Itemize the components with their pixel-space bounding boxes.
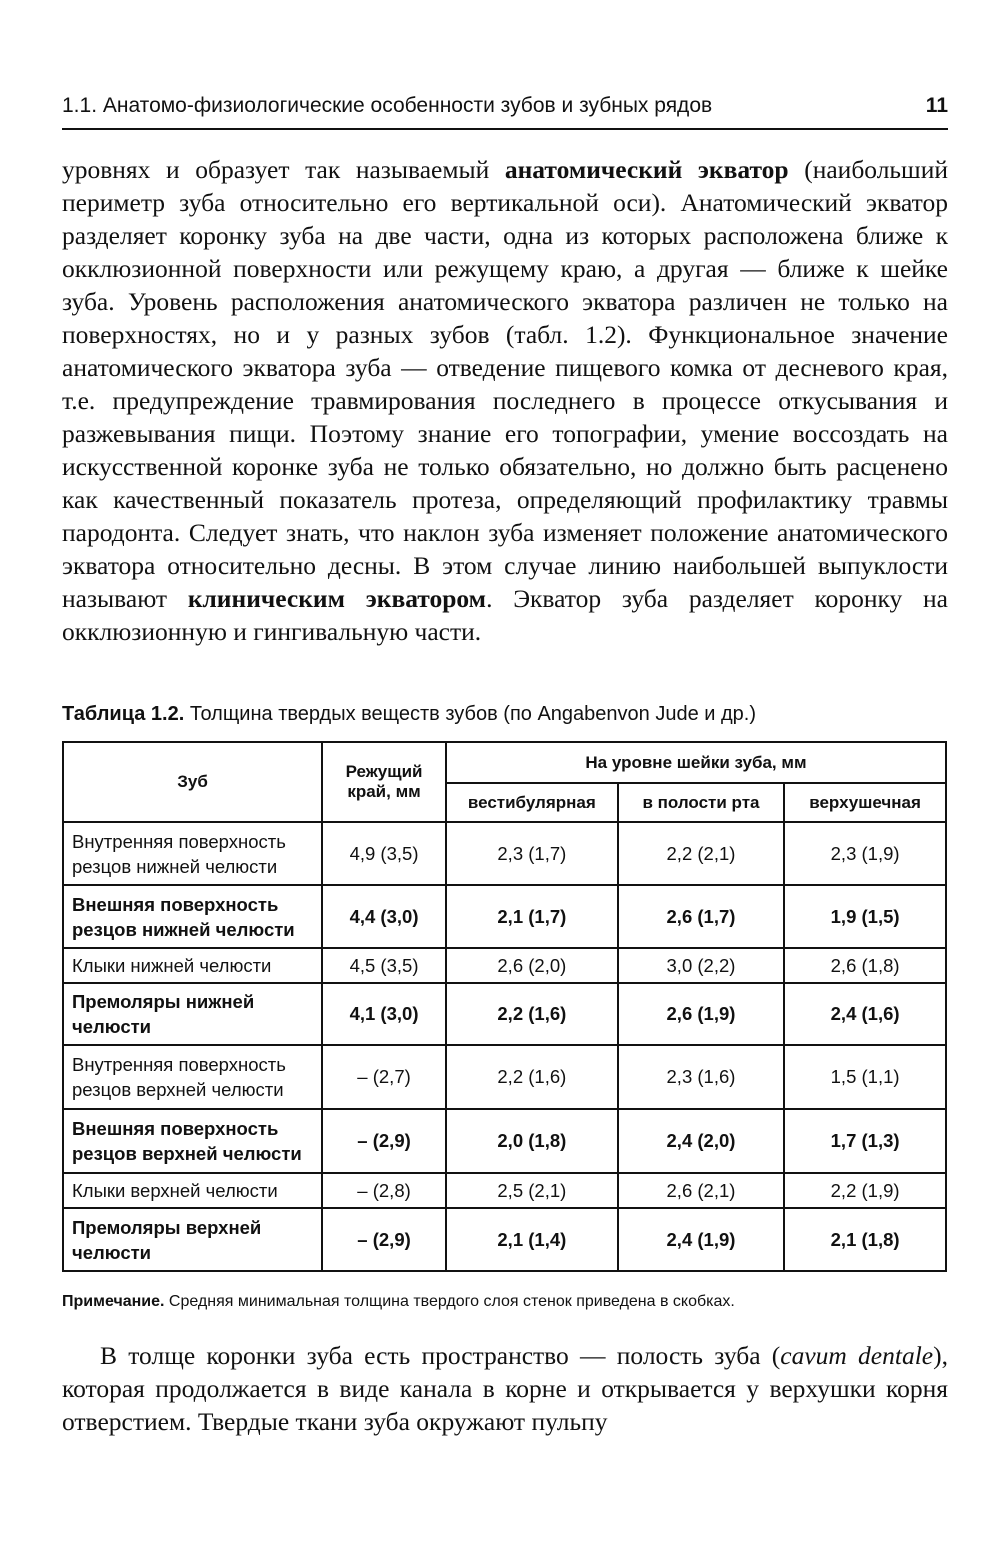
- row-name: Внутренняя поверхность резцов нижней челюсти: [63, 822, 322, 885]
- cell-edge: – (2,7): [322, 1045, 446, 1109]
- header-apical: верхушечная: [784, 783, 946, 822]
- cell-vestibular: 2,1 (1,4): [446, 1208, 618, 1271]
- body-paragraph-2: [62, 1339, 948, 1438]
- term-cavum-dentale: cavum dentale: [780, 1341, 934, 1370]
- table-row: [63, 885, 946, 948]
- cell-vestibular: 2,2 (1,6): [446, 983, 618, 1045]
- header-neck-level: На уровне шейки зуба, мм: [446, 742, 946, 783]
- para2-text-2: ), которая продолжается в виде канала в корне и открывается у верхушки корня отверстием. Твердые ткани зуба окружают пульпу: [62, 1341, 948, 1436]
- cell-cavity: 2,6 (1,7): [618, 885, 784, 948]
- cell-cavity: 3,0 (2,2): [618, 948, 784, 983]
- table-row: [63, 948, 946, 983]
- cell-apical: 1,9 (1,5): [784, 885, 946, 948]
- running-header: [62, 90, 948, 130]
- table-row: [63, 1109, 946, 1173]
- cell-vestibular: 2,3 (1,7): [446, 822, 618, 885]
- table-row: [63, 1045, 946, 1109]
- row-name: Внешняя поверхность резцов нижней челюсти: [63, 885, 322, 948]
- cell-apical: 1,7 (1,3): [784, 1109, 946, 1173]
- cell-edge: – (2,9): [322, 1208, 446, 1271]
- cell-vestibular: 2,6 (2,0): [446, 948, 618, 983]
- cell-cavity: 2,2 (2,1): [618, 822, 784, 885]
- header-cavity: в полости рта: [618, 783, 784, 822]
- cell-edge: 4,5 (3,5): [322, 948, 446, 983]
- cell-vestibular: 2,0 (1,8): [446, 1109, 618, 1173]
- cell-apical: 2,3 (1,9): [784, 822, 946, 885]
- table-caption-label: Таблица 1.2.: [62, 703, 185, 725]
- cell-edge: 4,4 (3,0): [322, 885, 446, 948]
- cell-edge: 4,9 (3,5): [322, 822, 446, 885]
- header-vestibular: вестибулярная: [446, 783, 618, 822]
- running-title: 1.1. Анатомо-физиологические особенности зубов и зубных рядов: [62, 94, 713, 117]
- row-name: Внутренняя поверхность резцов верхней челюсти: [63, 1045, 322, 1109]
- table-row: [63, 822, 946, 885]
- table-caption-text: Толщина твердых веществ зубов (по Angabenvon Jude и др.): [184, 703, 757, 725]
- header-cutting-edge: Режущий край, мм: [322, 742, 446, 822]
- cell-vestibular: 2,2 (1,6): [446, 1045, 618, 1109]
- term-anatomical-equator: анатомический экватор: [504, 155, 789, 184]
- para2-text-1: В толще коронки зуба есть пространство — полость зуба (: [100, 1341, 781, 1370]
- row-name: Клыки верхней челюсти: [63, 1173, 322, 1208]
- cell-edge: – (2,9): [322, 1109, 446, 1173]
- cell-apical: 1,5 (1,1): [784, 1045, 946, 1109]
- row-name: Клыки нижней челюсти: [63, 948, 322, 983]
- table-row: [63, 1208, 946, 1271]
- cell-cavity: 2,4 (1,9): [618, 1208, 784, 1271]
- row-name: Премоляры нижней челюсти: [63, 983, 322, 1045]
- cell-vestibular: 2,5 (2,1): [446, 1173, 618, 1208]
- cell-cavity: 2,4 (2,0): [618, 1109, 784, 1173]
- row-name: Премоляры верхней челюсти: [63, 1208, 322, 1271]
- cell-cavity: 2,6 (1,9): [618, 983, 784, 1045]
- note-text: Средняя минимальная толщина твердого слоя стенок приведена в скобках.: [164, 1293, 735, 1310]
- para1-text-3: . Экватор зуба разделяет коронку на окклюзионную и гингивальную части.: [62, 584, 948, 646]
- term-clinical-equator: клиническим экватором: [187, 584, 487, 613]
- note-label: Примечание.: [62, 1293, 165, 1310]
- cell-apical: 2,4 (1,6): [784, 983, 946, 1045]
- header-tooth: Зуб: [63, 742, 322, 822]
- para1-text-2: (наибольший периметр зуба относительно его вертикальной оси). Анатомический экватор разделяет коронку зуба на две части, одна из которых расположена ближе к окклюзионной поверхности или режущему краю, а другая — ближе к шейке зуба. Уровень расположения анатомического экватора различен не только на поверхностях, но и у разных зубов (табл. 1.2). Функциональное значение анатомического экватора зуба — отведение пищевого комка от десневого края, т.е. предупреждение травмирования последнего в процессе откусывания и разжевывания пищи. Поэтому знание его топографии, умение воссоздать на искусственной коронке зуба не только обязательно, но должно быть расценено как качественный показатель протеза, определяющий профилактику травмы пародонта. Следует знать, что наклон зуба изменяет положение анатомического экватора относительно десны. В этом случае линию наибольшей выпуклости называют: [62, 155, 948, 613]
- cell-vestibular: 2,1 (1,7): [446, 885, 618, 948]
- cell-apical: 2,2 (1,9): [784, 1173, 946, 1208]
- table-row: [63, 1173, 946, 1208]
- body-paragraph-1: [62, 153, 948, 648]
- cell-edge: – (2,8): [322, 1173, 446, 1208]
- cell-edge: 4,1 (3,0): [322, 983, 446, 1045]
- cell-apical: 2,1 (1,8): [784, 1208, 946, 1271]
- table-row: [63, 983, 946, 1045]
- page-number: 11: [925, 94, 948, 117]
- para1-text-1: уровнях и образует так называемый: [62, 155, 505, 184]
- cell-cavity: 2,3 (1,6): [618, 1045, 784, 1109]
- table-caption: [62, 703, 948, 726]
- cell-cavity: 2,6 (2,1): [618, 1173, 784, 1208]
- cell-apical: 2,6 (1,8): [784, 948, 946, 983]
- tooth-thickness-table: [62, 741, 947, 1272]
- row-name: Внешняя поверхность резцов верхней челюсти: [63, 1109, 322, 1173]
- table-note: [62, 1293, 948, 1311]
